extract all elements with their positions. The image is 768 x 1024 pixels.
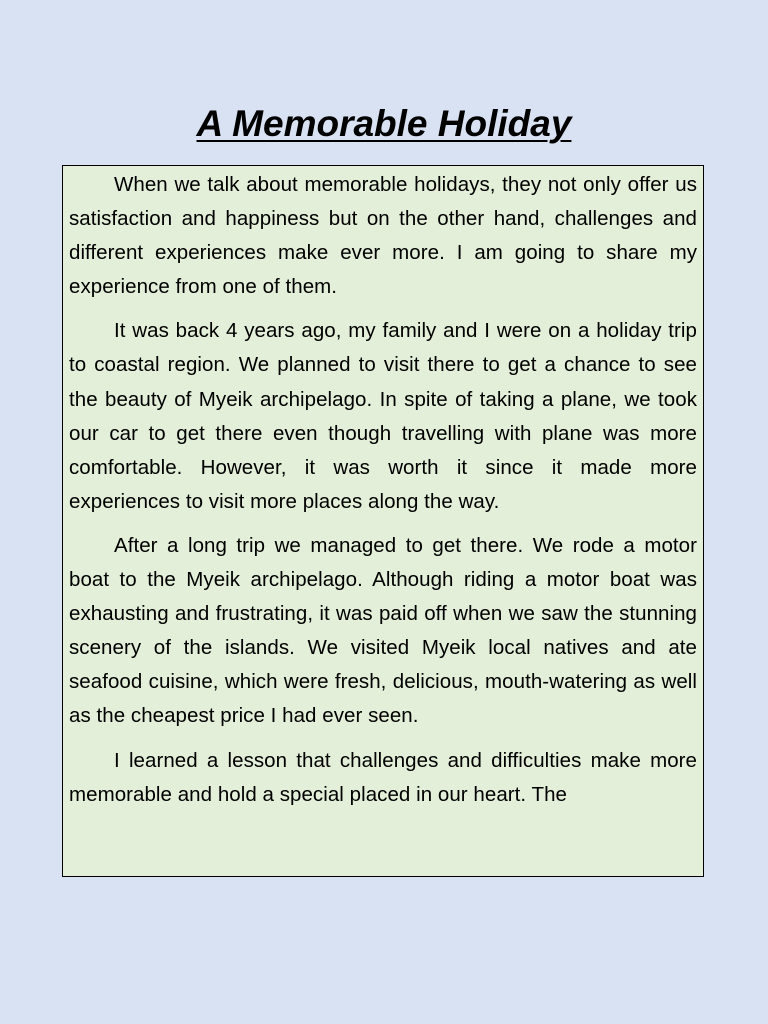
paragraph-3: After a long trip we managed to get there. We rode a motor boat to the Myeik archipelago. Although riding a motor boat was exhausting and frustrating, it was paid off when we saw the stunning scenery of the islands. We visited Myeik local natives and ate seafood cuisine, which were fresh, delicious, mouth-watering as well as the cheapest price I had ever seen. xyxy=(69,533,697,728)
page-title: A Memorable Holiday xyxy=(196,103,572,144)
paragraph-4: I learned a lesson that challenges and difficulties make more memorable and hold a special placed in our heart. The xyxy=(69,748,697,806)
paragraph-2: It was back 4 years ago, my family and I were on a holiday trip to coastal region. We planned to visit there to get a chance to see the beauty of Myeik archipelago. In spite of taking a plane, we took our car to get there even though travelling with plane was more comfortable. However, it was worth it since it made more experiences to visit more places along the way. xyxy=(69,319,697,513)
essay-text-box xyxy=(62,165,704,877)
paragraph-1: When we talk about memorable holidays, they not only offer us satisfaction and happiness but on the other hand, challenges and different experiences make ever more. I am going to share my experience from one of them. xyxy=(69,173,697,299)
